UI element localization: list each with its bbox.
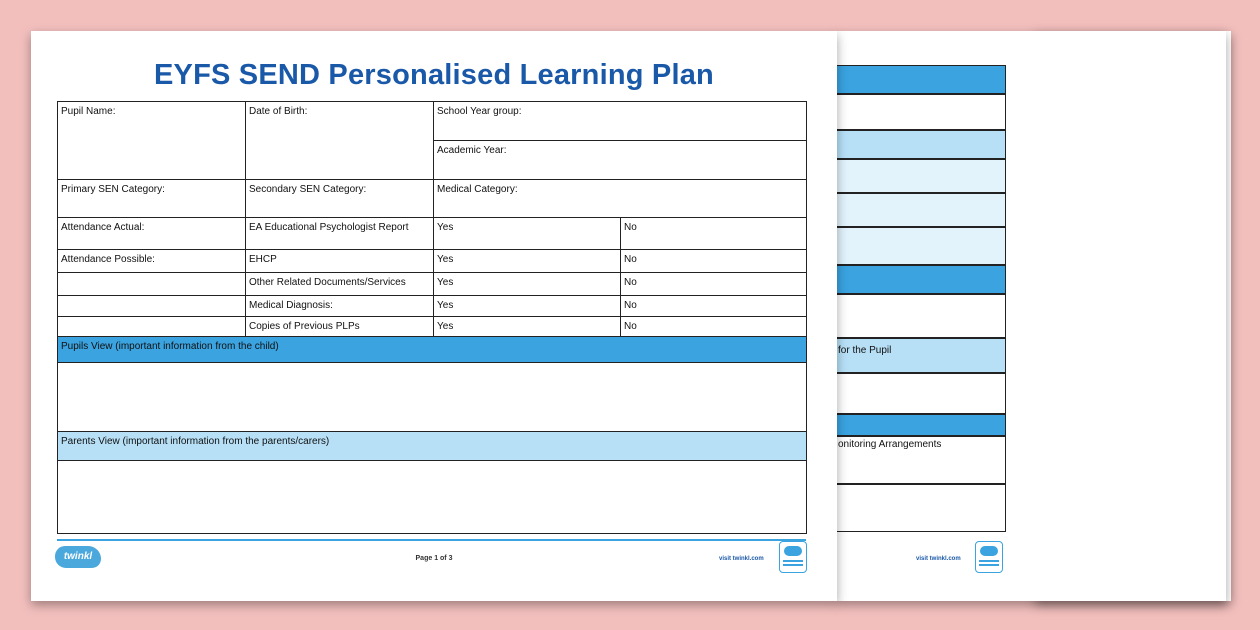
- back-page-2: [836, 31, 1226, 601]
- pupils-view-header: Pupils View (important information from the child): [58, 337, 807, 363]
- learning-plan-table: [57, 101, 807, 534]
- doc-yes-option[interactable]: Yes: [434, 273, 621, 296]
- twinkl-logo: twinkl: [55, 546, 101, 568]
- empty-cell[interactable]: [58, 296, 246, 317]
- attendance-actual-field[interactable]: Attendance Actual:: [58, 218, 246, 250]
- front-page: [31, 31, 837, 601]
- back-row: [836, 484, 1006, 532]
- doc-label: EHCP: [246, 250, 434, 273]
- back-row: [836, 294, 1006, 338]
- attendance-possible-field[interactable]: Attendance Possible:: [58, 250, 246, 273]
- page-number: Page 1 of 3: [415, 555, 453, 562]
- site-text: visit twinkl.com: [719, 556, 764, 562]
- doc-label: Medical Diagnosis:: [246, 296, 434, 317]
- back-row: [836, 193, 1006, 227]
- school-year-group-field[interactable]: School Year group:: [434, 102, 807, 141]
- back-row: [836, 130, 1006, 159]
- doc-label: EA Educational Psychologist Report: [246, 218, 434, 250]
- back-row: [836, 94, 1006, 130]
- doc-no-option[interactable]: No: [621, 218, 807, 250]
- doc-no-option[interactable]: No: [621, 273, 807, 296]
- doc-yes-option[interactable]: Yes: [434, 317, 621, 337]
- doc-no-option[interactable]: No: [621, 250, 807, 273]
- quality-badge-icon: [975, 541, 1003, 573]
- back-row: [836, 227, 1006, 265]
- empty-cell[interactable]: [58, 273, 246, 296]
- back-row: [836, 373, 1006, 414]
- date-of-birth-field[interactable]: Date of Birth:: [246, 102, 434, 180]
- doc-yes-option[interactable]: Yes: [434, 296, 621, 317]
- back-header-bar: [836, 265, 1006, 294]
- pupils-view-area[interactable]: [58, 363, 807, 432]
- doc-label: Copies of Previous PLPs: [246, 317, 434, 337]
- empty-cell[interactable]: [58, 317, 246, 337]
- back-monitoring-label: onitoring Arrangements: [838, 439, 942, 450]
- parents-view-header: Parents View (important information from the parents/carers): [58, 432, 807, 461]
- doc-yes-option[interactable]: Yes: [434, 218, 621, 250]
- secondary-sen-field[interactable]: Secondary SEN Category:: [246, 180, 434, 218]
- doc-yes-option[interactable]: Yes: [434, 250, 621, 273]
- primary-sen-field[interactable]: Primary SEN Category:: [58, 180, 246, 218]
- doc-label: Other Related Documents/Services: [246, 273, 434, 296]
- academic-year-field[interactable]: Academic Year:: [434, 141, 807, 180]
- back-row: [836, 159, 1006, 193]
- doc-no-option[interactable]: No: [621, 296, 807, 317]
- back-header-bar: [836, 65, 1006, 94]
- back-site-text: visit twinkl.com: [916, 556, 961, 562]
- footer-divider: [57, 539, 806, 541]
- page-title: EYFS SEND Personalised Learning Plan: [154, 59, 714, 91]
- doc-no-option[interactable]: No: [621, 317, 807, 337]
- medical-category-field[interactable]: Medical Category:: [434, 180, 807, 218]
- quality-badge-icon: [779, 541, 807, 573]
- parents-view-area[interactable]: [58, 461, 807, 534]
- back-header-bar: [836, 414, 1006, 436]
- back-for-pupil-label: for the Pupil: [838, 345, 892, 356]
- pupil-name-field[interactable]: Pupil Name:: [58, 102, 246, 180]
